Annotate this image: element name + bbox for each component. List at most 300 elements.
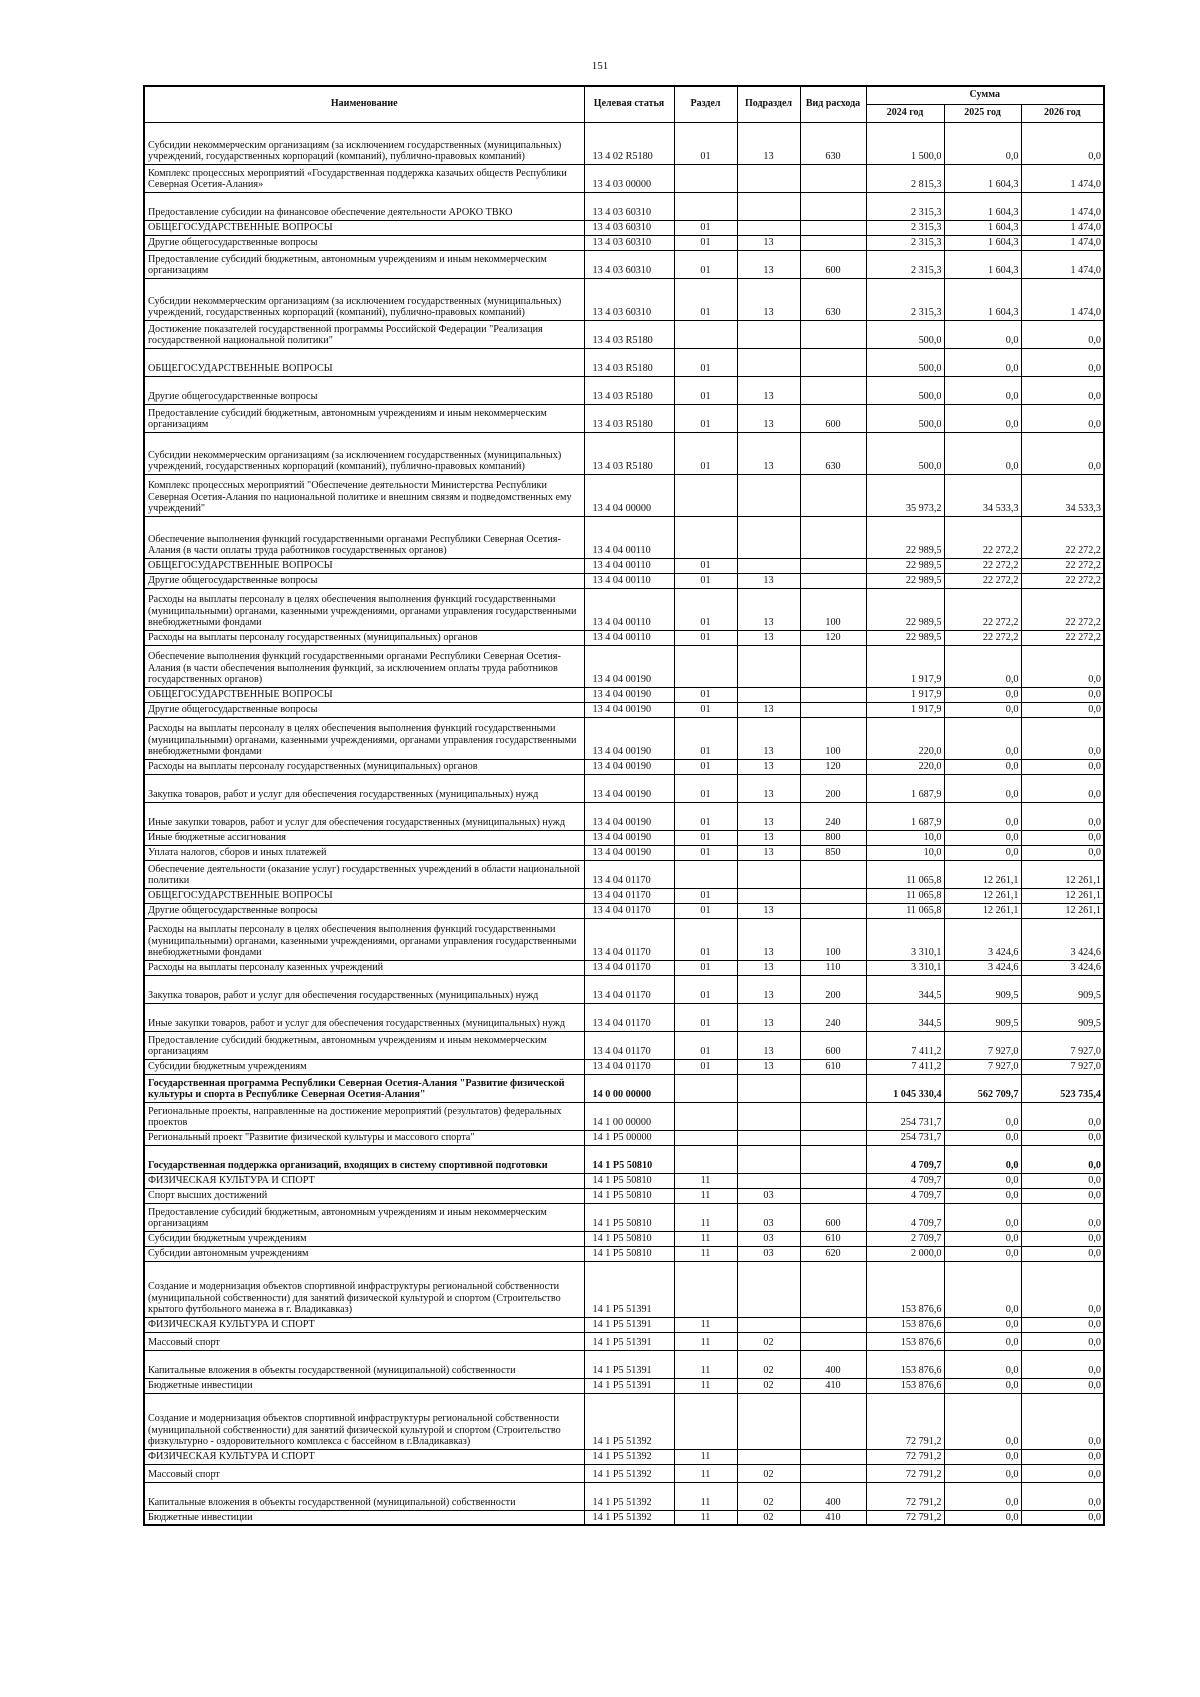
cell-subsection [737,558,800,573]
header-2024: 2024 год [866,104,944,122]
cell-name: Обеспечение выполнения функций государственными органами Республики Северная Осетия-Алания (в части обеспечения выполнения функций, за исключением оплаты труда работников государственных органов) [144,645,584,687]
cell-2025: 0,0 [944,1378,1021,1393]
cell-2024: 1 045 330,4 [866,1074,944,1102]
cell-kind [800,320,866,348]
table-row [144,1378,1104,1393]
cell-name: Расходы на выплаты персоналу в целях обеспечения выполнения функций государственными (муниципальными) органами, казенными учреждениями, органами управления государственными внебюджетными фондами [144,918,584,960]
cell-kind [800,1317,866,1332]
table-row [144,404,1104,432]
cell-2024: 220,0 [866,717,944,759]
cell-code: 13 4 04 01170 [584,860,674,888]
cell-kind: 100 [800,918,866,960]
cell-section: 11 [674,1482,737,1510]
cell-2026: 1 474,0 [1021,164,1104,192]
cell-name: ФИЗИЧЕСКАЯ КУЛЬТУРА И СПОРТ [144,1449,584,1464]
table-row [144,1173,1104,1188]
cell-subsection [737,348,800,376]
cell-subsection: 13 [737,717,800,759]
cell-2026: 0,0 [1021,348,1104,376]
cell-subsection: 13 [737,903,800,918]
cell-2025: 0,0 [944,432,1021,474]
cell-kind [800,888,866,903]
table-row [144,975,1104,1003]
cell-subsection: 13 [737,975,800,1003]
cell-name: Создание и модернизация объектов спортивной инфраструктуры региональной собственности (муниципальной собственности) для занятий физической культурой и спортом (Строительство физкультурно - оздоровительного комплекса с бассейном в г.Владикавказ) [144,1393,584,1449]
cell-code: 13 4 04 01170 [584,888,674,903]
cell-subsection: 02 [737,1510,800,1525]
cell-section [674,645,737,687]
cell-section: 01 [674,888,737,903]
table-row [144,687,1104,702]
cell-2026: 909,5 [1021,975,1104,1003]
cell-2026: 0,0 [1021,687,1104,702]
cell-name: Иные закупки товаров, работ и услуг для обеспечения государственных (муниципальных) нужд [144,1003,584,1031]
cell-2024: 72 791,2 [866,1510,944,1525]
cell-subsection [737,164,800,192]
cell-name: Предоставление субсидий бюджетным, автономным учреждениям и иным некоммерческим организациям [144,404,584,432]
cell-code: 13 4 04 01170 [584,918,674,960]
cell-2026: 0,0 [1021,1261,1104,1317]
table-row [144,1231,1104,1246]
cell-section: 11 [674,1188,737,1203]
cell-2024: 22 989,5 [866,588,944,630]
cell-2026: 22 272,2 [1021,573,1104,588]
cell-kind [800,558,866,573]
cell-subsection [737,1130,800,1145]
cell-2026: 0,0 [1021,717,1104,759]
cell-code: 14 1 P5 51392 [584,1510,674,1525]
cell-2026: 0,0 [1021,1145,1104,1173]
cell-subsection: 03 [737,1203,800,1231]
cell-section [674,164,737,192]
cell-name: Расходы на выплаты персоналу государственных (муниципальных) органов [144,759,584,774]
budget-table-wrapper [143,85,1103,1526]
cell-code: 13 4 03 00000 [584,164,674,192]
cell-subsection: 13 [737,235,800,250]
cell-2025: 0,0 [944,830,1021,845]
cell-2025: 0,0 [944,1317,1021,1332]
cell-code: 14 1 P5 51392 [584,1449,674,1464]
cell-kind: 100 [800,717,866,759]
cell-2026: 1 474,0 [1021,192,1104,220]
cell-subsection: 13 [737,1059,800,1074]
table-row [144,235,1104,250]
cell-2024: 35 973,2 [866,474,944,516]
cell-name: Субсидии автономным учреждениям [144,1246,584,1261]
cell-kind: 800 [800,830,866,845]
table-row [144,630,1104,645]
cell-section: 01 [674,220,737,235]
cell-subsection: 13 [737,122,800,164]
cell-kind: 400 [800,1350,866,1378]
table-row [144,888,1104,903]
cell-subsection: 13 [737,1003,800,1031]
cell-2026: 0,0 [1021,1173,1104,1188]
cell-2024: 11 065,8 [866,903,944,918]
cell-2025: 0,0 [944,376,1021,404]
cell-subsection: 13 [737,1031,800,1059]
cell-2026: 3 424,6 [1021,918,1104,960]
cell-section: 01 [674,404,737,432]
cell-subsection: 13 [737,802,800,830]
cell-2026: 1 474,0 [1021,235,1104,250]
cell-section [674,516,737,558]
cell-kind [800,348,866,376]
cell-subsection: 02 [737,1482,800,1510]
cell-code: 13 4 04 00190 [584,645,674,687]
cell-2025: 0,0 [944,802,1021,830]
cell-name: Региональные проекты, направленные на достижение мероприятий (результатов) федеральных проектов [144,1102,584,1130]
table-row [144,860,1104,888]
table-row [144,376,1104,404]
cell-2026: 12 261,1 [1021,888,1104,903]
cell-kind [800,192,866,220]
cell-name: Капитальные вложения в объекты государственной (муниципальной) собственности [144,1350,584,1378]
cell-2024: 2 315,3 [866,235,944,250]
cell-name: Бюджетные инвестиции [144,1510,584,1525]
table-row [144,278,1104,320]
cell-code: 14 1 P5 50810 [584,1145,674,1173]
cell-name: Уплата налогов, сборов и иных платежей [144,845,584,860]
cell-2024: 153 876,6 [866,1378,944,1393]
cell-2024: 72 791,2 [866,1464,944,1482]
cell-name: ОБЩЕГОСУДАРСТВЕННЫЕ ВОПРОСЫ [144,558,584,573]
table-row [144,320,1104,348]
cell-2025: 22 272,2 [944,588,1021,630]
cell-subsection [737,1449,800,1464]
cell-2026: 0,0 [1021,645,1104,687]
table-row [144,918,1104,960]
cell-code: 13 4 04 00000 [584,474,674,516]
cell-2024: 500,0 [866,320,944,348]
cell-subsection: 02 [737,1464,800,1482]
cell-subsection: 13 [737,630,800,645]
cell-section [674,320,737,348]
cell-2025: 0,0 [944,122,1021,164]
cell-2025: 1 604,3 [944,192,1021,220]
cell-code: 13 4 04 00190 [584,774,674,802]
table-row [144,1317,1104,1332]
cell-2024: 500,0 [866,404,944,432]
cell-section: 01 [674,717,737,759]
cell-code: 14 1 P5 51391 [584,1378,674,1393]
cell-2024: 1 500,0 [866,122,944,164]
table-row [144,348,1104,376]
table-row [144,588,1104,630]
cell-subsection: 13 [737,702,800,717]
cell-2025: 0,0 [944,645,1021,687]
cell-kind: 120 [800,630,866,645]
cell-2024: 22 989,5 [866,558,944,573]
cell-2026: 22 272,2 [1021,630,1104,645]
cell-subsection [737,1317,800,1332]
cell-2025: 12 261,1 [944,860,1021,888]
cell-name: Другие общегосударственные вопросы [144,702,584,717]
cell-kind: 630 [800,122,866,164]
cell-name: Региональный проект "Развитие физической культуры и массового спорта" [144,1130,584,1145]
cell-name: Другие общегосударственные вопросы [144,376,584,404]
cell-name: Комплекс процессных мероприятий «Государственная поддержка казачьих обществ Республики Северная Осетия-Алания» [144,164,584,192]
cell-section: 11 [674,1449,737,1464]
cell-2025: 0,0 [944,1350,1021,1378]
cell-2025: 1 604,3 [944,250,1021,278]
cell-subsection [737,1145,800,1173]
cell-kind [800,1145,866,1173]
cell-kind: 600 [800,404,866,432]
cell-subsection: 13 [737,573,800,588]
cell-section: 11 [674,1378,737,1393]
cell-2026: 0,0 [1021,122,1104,164]
cell-section: 01 [674,122,737,164]
cell-code: 13 4 04 01170 [584,960,674,975]
cell-kind: 620 [800,1246,866,1261]
cell-name: Государственная поддержка организаций, входящих в систему спортивной подготовки [144,1145,584,1173]
table-row [144,702,1104,717]
table-row [144,1188,1104,1203]
cell-section: 11 [674,1464,737,1482]
cell-section [674,1261,737,1317]
cell-section: 01 [674,960,737,975]
cell-code: 14 1 P5 00000 [584,1130,674,1145]
table-row [144,192,1104,220]
cell-kind: 410 [800,1510,866,1525]
cell-2025: 0,0 [944,845,1021,860]
cell-2025: 3 424,6 [944,918,1021,960]
cell-2026: 0,0 [1021,830,1104,845]
table-row [144,1003,1104,1031]
cell-2024: 3 310,1 [866,918,944,960]
cell-kind: 110 [800,960,866,975]
cell-name: Иные закупки товаров, работ и услуг для обеспечения государственных (муниципальных) нужд [144,802,584,830]
cell-name: Субсидии некоммерческим организациям (за исключением государственных (муниципальных) учреждений, государственных корпораций (компаний), публично-правовых компаний) [144,432,584,474]
cell-section: 01 [674,845,737,860]
cell-code: 14 1 P5 51391 [584,1350,674,1378]
cell-2026: 22 272,2 [1021,516,1104,558]
cell-code: 13 4 04 00190 [584,687,674,702]
cell-section: 11 [674,1246,737,1261]
cell-section [674,1074,737,1102]
cell-2024: 4 709,7 [866,1188,944,1203]
cell-code: 13 4 04 00190 [584,802,674,830]
cell-section: 01 [674,250,737,278]
table-row [144,516,1104,558]
table-row [144,1332,1104,1350]
header-2025: 2025 год [944,104,1021,122]
cell-2025: 0,0 [944,759,1021,774]
cell-name: ОБЩЕГОСУДАРСТВЕННЫЕ ВОПРОСЫ [144,348,584,376]
cell-2026: 0,0 [1021,376,1104,404]
cell-kind: 200 [800,774,866,802]
cell-kind: 200 [800,975,866,1003]
header-name: Наименование [144,86,584,122]
cell-code: 13 4 04 00110 [584,630,674,645]
cell-section: 11 [674,1332,737,1350]
cell-section [674,474,737,516]
cell-kind [800,474,866,516]
cell-name: Расходы на выплаты персоналу в целях обеспечения выполнения функций государственными (муниципальными) органами, казенными учреждениями, органами управления государственными внебюджетными фондами [144,717,584,759]
cell-2024: 2 315,3 [866,250,944,278]
cell-section: 01 [674,903,737,918]
table-row [144,774,1104,802]
cell-subsection [737,1102,800,1130]
cell-2024: 2 000,0 [866,1246,944,1261]
cell-name: Бюджетные инвестиции [144,1378,584,1393]
cell-kind [800,1188,866,1203]
cell-kind [800,702,866,717]
cell-kind [800,1332,866,1350]
cell-2025: 22 272,2 [944,573,1021,588]
cell-2026: 0,0 [1021,1393,1104,1449]
cell-section: 01 [674,278,737,320]
cell-2025: 0,0 [944,404,1021,432]
cell-subsection: 13 [737,759,800,774]
cell-code: 14 1 P5 50810 [584,1246,674,1261]
cell-name: Закупка товаров, работ и услуг для обеспечения государственных (муниципальных) нужд [144,975,584,1003]
cell-2025: 12 261,1 [944,888,1021,903]
cell-2025: 0,0 [944,774,1021,802]
cell-2024: 344,5 [866,1003,944,1031]
cell-subsection [737,1173,800,1188]
cell-name: Субсидии бюджетным учреждениям [144,1231,584,1246]
cell-2026: 7 927,0 [1021,1059,1104,1074]
cell-2025: 1 604,3 [944,235,1021,250]
cell-section: 11 [674,1317,737,1332]
cell-name: Субсидии бюджетным учреждениям [144,1059,584,1074]
cell-2025: 0,0 [944,1173,1021,1188]
budget-table [143,85,1105,1526]
cell-2025: 7 927,0 [944,1031,1021,1059]
cell-kind [800,1393,866,1449]
cell-kind: 410 [800,1378,866,1393]
cell-section [674,1393,737,1449]
cell-2025: 909,5 [944,975,1021,1003]
table-row [144,1102,1104,1130]
cell-kind: 600 [800,1031,866,1059]
cell-2024: 220,0 [866,759,944,774]
table-row [144,122,1104,164]
table-row [144,717,1104,759]
cell-code: 13 4 03 R5180 [584,432,674,474]
cell-2026: 0,0 [1021,1449,1104,1464]
cell-2024: 11 065,8 [866,888,944,903]
cell-name: Субсидии некоммерческим организациям (за исключением государственных (муниципальных) учреждений, государственных корпораций (компаний), публично-правовых компаний) [144,278,584,320]
cell-kind: 240 [800,802,866,830]
table-row [144,220,1104,235]
table-row [144,1074,1104,1102]
table-row [144,1510,1104,1525]
cell-2025: 0,0 [944,1482,1021,1510]
cell-kind [800,164,866,192]
cell-2024: 2 315,3 [866,220,944,235]
header-section: Раздел [674,86,737,122]
cell-name: Комплекс процессных мероприятий "Обеспечение деятельности Министерства Республики Северная Осетия-Алания по национальной политике и внешним связям и подведомственных ему учреждений" [144,474,584,516]
cell-kind [800,860,866,888]
cell-2024: 72 791,2 [866,1449,944,1464]
cell-2025: 0,0 [944,687,1021,702]
table-row [144,432,1104,474]
cell-kind [800,235,866,250]
cell-2024: 2 815,3 [866,164,944,192]
cell-subsection [737,1261,800,1317]
cell-2026: 1 474,0 [1021,278,1104,320]
cell-2024: 7 411,2 [866,1031,944,1059]
cell-code: 13 4 03 R5180 [584,348,674,376]
cell-kind: 610 [800,1231,866,1246]
cell-name: Субсидии некоммерческим организациям (за исключением государственных (муниципальных) учреждений, государственных корпораций (компаний), публично-правовых компаний) [144,122,584,164]
cell-section: 11 [674,1173,737,1188]
cell-subsection: 13 [737,845,800,860]
cell-code: 13 4 04 00190 [584,702,674,717]
cell-2024: 1 917,9 [866,645,944,687]
cell-section: 11 [674,1231,737,1246]
cell-2025: 0,0 [944,320,1021,348]
cell-subsection: 13 [737,404,800,432]
cell-name: Предоставление субсидий бюджетным, автономным учреждениям и иным некоммерческим организациям [144,1031,584,1059]
cell-subsection [737,687,800,702]
page-number: 151 [591,60,609,72]
cell-2024: 500,0 [866,348,944,376]
cell-code: 13 4 04 00110 [584,573,674,588]
cell-kind: 850 [800,845,866,860]
cell-2025: 0,0 [944,1231,1021,1246]
cell-code: 14 1 P5 50810 [584,1188,674,1203]
cell-2025: 0,0 [944,1464,1021,1482]
cell-name: Закупка товаров, работ и услуг для обеспечения государственных (муниципальных) нужд [144,774,584,802]
cell-code: 13 4 04 01170 [584,1059,674,1074]
cell-section: 01 [674,573,737,588]
cell-code: 13 4 03 60310 [584,220,674,235]
cell-code: 13 4 03 60310 [584,278,674,320]
cell-subsection [737,516,800,558]
table-row [144,802,1104,830]
cell-subsection: 13 [737,432,800,474]
cell-2024: 4 709,7 [866,1203,944,1231]
table-row [144,1246,1104,1261]
cell-2026: 3 424,6 [1021,960,1104,975]
cell-section: 01 [674,376,737,404]
cell-2025: 12 261,1 [944,903,1021,918]
cell-2026: 0,0 [1021,1332,1104,1350]
cell-2024: 72 791,2 [866,1482,944,1510]
cell-subsection: 02 [737,1378,800,1393]
cell-2024: 2 315,3 [866,192,944,220]
cell-section: 01 [674,759,737,774]
cell-kind: 400 [800,1482,866,1510]
cell-subsection: 03 [737,1246,800,1261]
cell-2025: 0,0 [944,702,1021,717]
cell-2024: 500,0 [866,376,944,404]
cell-2025: 1 604,3 [944,220,1021,235]
cell-2025: 22 272,2 [944,630,1021,645]
cell-code: 14 1 P5 51391 [584,1332,674,1350]
table-row [144,845,1104,860]
cell-subsection: 13 [737,250,800,278]
cell-2025: 0,0 [944,1449,1021,1464]
cell-section: 01 [674,630,737,645]
cell-kind [800,1130,866,1145]
cell-code: 13 4 03 R5180 [584,404,674,432]
cell-2024: 1 917,9 [866,687,944,702]
cell-name: ФИЗИЧЕСКАЯ КУЛЬТУРА И СПОРТ [144,1173,584,1188]
cell-name: ОБЩЕГОСУДАРСТВЕННЫЕ ВОПРОСЫ [144,888,584,903]
cell-kind [800,687,866,702]
cell-2024: 10,0 [866,830,944,845]
cell-section: 01 [674,558,737,573]
cell-name: Капитальные вложения в объекты государственной (муниципальной) собственности [144,1482,584,1510]
cell-kind [800,645,866,687]
cell-code: 14 1 P5 50810 [584,1203,674,1231]
header-subsection: Подраздел [737,86,800,122]
